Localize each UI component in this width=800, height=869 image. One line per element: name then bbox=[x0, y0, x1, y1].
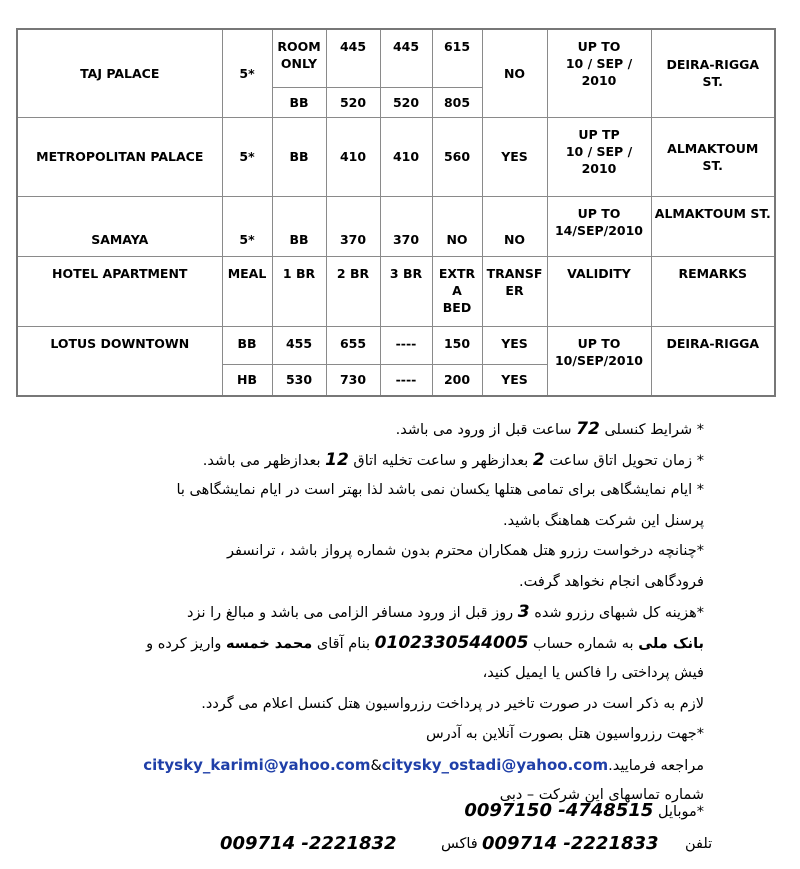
payment-days: 3 bbox=[517, 602, 530, 622]
table-cell: YES bbox=[482, 364, 547, 396]
table-cell: 2 BR bbox=[326, 256, 380, 326]
note-text: واریز کرده و bbox=[146, 635, 226, 652]
table-cell: 150 bbox=[432, 326, 482, 364]
table-cell: BB bbox=[272, 196, 326, 256]
table-cell: ROOM ONLY bbox=[272, 29, 326, 87]
mobile-contact bbox=[20, 796, 704, 827]
note-text: بنام آقای bbox=[312, 635, 375, 652]
table-cell: MEAL bbox=[222, 256, 272, 326]
note-text: روز قبل از ورود مسافر الزامی می باشد و مبالغ را نزد bbox=[187, 605, 518, 621]
table-cell: 520 bbox=[326, 87, 380, 117]
table-cell: EXTR A BED bbox=[432, 256, 482, 326]
table-cell: YES bbox=[482, 326, 547, 364]
checkin-hour: 2 bbox=[532, 449, 545, 470]
note-exhibition-cont: پرسنل این شرکت هماهنگ باشید. bbox=[502, 512, 704, 529]
table-cell: ---- bbox=[380, 364, 432, 396]
table-cell: UP TO 10 / SEP / 2010 bbox=[547, 29, 651, 117]
table-cell: NO bbox=[482, 29, 547, 117]
note-text: *هزینه کل شبهای رزرو شده bbox=[529, 605, 704, 621]
table-cell: 655 bbox=[326, 326, 380, 364]
table-cell: HOTEL APARTMENT bbox=[17, 256, 222, 326]
note-flight-number: *چنانچه درخواست رزرو هتل همکاران محترم بدون شماره پرواز باشد ، ترانسفر bbox=[226, 543, 704, 559]
bank-name: بانک ملی bbox=[638, 635, 704, 652]
table-cell: 5* bbox=[222, 117, 272, 196]
table-cell: 5* bbox=[222, 196, 272, 256]
note-text: * زمان تحویل اتاق ساعت bbox=[544, 452, 704, 469]
table-cell: 3 BR bbox=[380, 256, 432, 326]
email-link-karimi[interactable]: citysky_karimi@yahoo.com bbox=[143, 755, 371, 774]
hotel-rates-table bbox=[16, 28, 776, 397]
note-contacts-heading: شماره تماسهای این شرکت – دبی bbox=[499, 787, 704, 803]
account-number: 0102330544005 bbox=[374, 632, 529, 653]
note-text: بعدازظهر و ساعت تخلیه اتاق bbox=[348, 452, 533, 469]
table-cell: YES bbox=[482, 117, 547, 196]
hotel-rates-body bbox=[17, 29, 775, 396]
table-cell: REMARKS bbox=[651, 256, 775, 326]
table-cell: UP TO 10/SEP/2010 bbox=[547, 326, 651, 396]
phone-number: 009714 -2221833 bbox=[482, 833, 659, 854]
table-cell: 370 bbox=[380, 196, 432, 256]
table-cell: 730 bbox=[326, 364, 380, 396]
table-cell: BB bbox=[222, 326, 272, 364]
table-cell: 445 bbox=[380, 29, 432, 87]
table-cell: 530 bbox=[272, 364, 326, 396]
note-emails bbox=[20, 750, 704, 781]
table-cell: 410 bbox=[326, 117, 380, 196]
table-row bbox=[17, 256, 775, 326]
table-cell: 520 bbox=[380, 87, 432, 117]
mobile-label: *موبایل bbox=[658, 804, 704, 820]
note-payment bbox=[20, 597, 704, 628]
note-checkin-checkout bbox=[20, 445, 704, 476]
note-text: * شرایط کنسلی bbox=[599, 422, 704, 438]
table-cell: NO bbox=[482, 196, 547, 256]
table-cell: 455 bbox=[272, 326, 326, 364]
table-cell: 445 bbox=[326, 29, 380, 87]
account-holder: محمد خمسه bbox=[225, 635, 313, 652]
note-exhibition: * ایام نمایشگاهی برای تمامی هتلها یکسان نمی باشد لذا بهتر است در ایام نمایشگاهی با bbox=[176, 482, 704, 498]
email-link-ostadi[interactable]: citysky_ostadi@yahoo.com bbox=[381, 755, 609, 774]
table-cell: BB bbox=[272, 87, 326, 117]
table-cell: 410 bbox=[380, 117, 432, 196]
cancellation-hours: 72 bbox=[576, 419, 600, 439]
note-bank-account bbox=[20, 628, 704, 659]
note-payment-receipt: فیش پرداختی را فاکس یا ایمیل کنید، bbox=[482, 665, 704, 681]
table-cell: VALIDITY bbox=[547, 256, 651, 326]
table-cell: DEIRA-RIGGA bbox=[651, 326, 775, 396]
table-cell: NO bbox=[432, 196, 482, 256]
mobile-number: 0097150 -4748515 bbox=[464, 800, 654, 821]
table-row bbox=[17, 326, 775, 364]
table-cell: SAMAYA bbox=[17, 196, 222, 256]
table-row bbox=[17, 117, 775, 196]
table-cell: 1 BR bbox=[272, 256, 326, 326]
note-text: ساعت قبل از ورود می باشد. bbox=[395, 422, 577, 438]
terms-notes bbox=[20, 414, 704, 811]
table-cell: BB bbox=[272, 117, 326, 196]
table-cell: UP TP 10 / SEP / 2010 bbox=[547, 117, 651, 196]
note-late-payment: لازم به ذکر است در صورت تاخیر در پرداخت رزرواسیون هتل کنسل اعلام می گردد. bbox=[201, 695, 704, 712]
note-text: به شماره حساب bbox=[528, 635, 639, 652]
table-cell: 560 bbox=[432, 117, 482, 196]
phone-label: تلفن bbox=[685, 836, 713, 852]
ampersand: & bbox=[370, 757, 382, 774]
table-cell: 805 bbox=[432, 87, 482, 117]
fax-label: فاکس bbox=[441, 836, 478, 852]
table-cell: TAJ PALACE bbox=[17, 29, 222, 117]
table-cell: 370 bbox=[326, 196, 380, 256]
table-cell: ALMAKTOUM ST. bbox=[651, 117, 775, 196]
table-cell: UP TO 14/SEP/2010 bbox=[547, 196, 651, 256]
checkout-hour: 12 bbox=[325, 449, 349, 470]
note-flight-number-cont: فرودگاهی انجام نخواهد گرفت. bbox=[519, 573, 704, 590]
table-cell: ALMAKTOUM ST. bbox=[651, 196, 775, 256]
note-cancellation bbox=[20, 414, 704, 445]
phone-fax-contact bbox=[20, 828, 713, 860]
note-text: بعدازظهر می باشد. bbox=[202, 452, 326, 469]
fax-number: 009714 -2221832 bbox=[220, 833, 397, 854]
table-cell: 615 bbox=[432, 29, 482, 87]
table-cell: 5* bbox=[222, 29, 272, 117]
table-cell: LOTUS DOWNTOWN bbox=[17, 326, 222, 396]
table-row bbox=[17, 196, 775, 256]
note-text: مراجعه فرمایید. bbox=[608, 757, 704, 774]
table-row bbox=[17, 29, 775, 87]
note-online-booking: *جهت رزرواسیون هتل بصورت آنلاین به آدرس bbox=[425, 726, 704, 742]
table-cell: ---- bbox=[380, 326, 432, 364]
table-cell: METROPOLITAN PALACE bbox=[17, 117, 222, 196]
table-cell: DEIRA-RIGGA ST. bbox=[651, 29, 775, 117]
table-cell: HB bbox=[222, 364, 272, 396]
table-cell: TRANSF ER bbox=[482, 256, 547, 326]
table-cell: 200 bbox=[432, 364, 482, 396]
